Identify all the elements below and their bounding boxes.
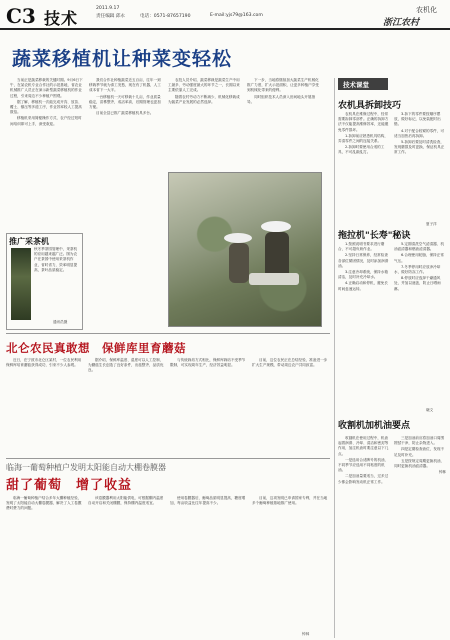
author-signature: 钟林 — [438, 470, 446, 475]
contact-email: E-mail:yjs79@163.com — [210, 13, 263, 18]
main-story-column-2 — [89, 78, 163, 117]
article-title-disassembly: 农机具拆卸技巧 — [338, 101, 402, 111]
classroom-tag-label: 技术课堂 — [343, 81, 369, 89]
paragraph: 目前全县已推广蔬菜移植机具多台。 — [96, 111, 154, 116]
article-column — [394, 242, 446, 293]
paragraph: 三是加油前应将加油口周围擦拭干净，防止杂物进入。 — [394, 436, 445, 446]
section-tag: C3 — [6, 4, 36, 28]
news-photo — [168, 172, 322, 327]
article-title-tractor: 拖拉机"长寿"秘诀 — [338, 231, 411, 241]
paragraph: 1.拆卸前应熟悉机具结构，弄清零件之间的连接关系。 — [338, 133, 388, 144]
editor-credit: 责任编辑 邱永 — [96, 14, 126, 19]
paragraph: 该卷膜器利用太阳能供电，可根据棚内温度自动开启和关闭棚膜，保持棚内温度适宜。 — [88, 496, 164, 506]
contact-phone: 电话：0571-87657190 — [140, 14, 191, 19]
paragraph: 5.定期清洗空气滤清器、机油滤清器和燃油滤清器。 — [394, 242, 444, 252]
story3-column-4 — [252, 496, 330, 507]
paragraph: 我们合作社种植蔬菜近五百亩，往年一到移栽季节就为请工发愁，现在有了机器，人工成本省下一大半。 — [89, 78, 161, 93]
header-rule — [0, 28, 450, 30]
paragraph: 农机具在维修过程中，经常需要拆卸零部件。正确的拆卸方法不仅能提高维修效率，还能避免零件损坏。 — [338, 112, 389, 132]
story2-column-1 — [6, 358, 84, 369]
paragraph: 据介绍，保鲜库温度、湿度可以人工控制，为蘑菇生长创造了良好条件，出菇整齐，品质优良。 — [88, 358, 164, 373]
paragraph: 使用卷膜器后，葡萄品质明显提高，糖度增加，每亩收益比往年提高不少。 — [170, 496, 246, 506]
story3-column-3 — [170, 496, 248, 507]
article-title-harvester: 收割机加机油要点 — [338, 421, 411, 431]
story2-column-4 — [252, 358, 330, 369]
paragraph: 当前正是蔬菜移栽的关键时期。9月6日下午，在某农机专业合作社的示范基地，省农业机械推广人员正在演示新型蔬菜移植机的作业过程，引来周边不少种植户围观。 — [10, 78, 83, 98]
article-column — [338, 112, 390, 157]
paragraph: 近日，在宁波市北仑区某村，一位农民利用保鲜库培育蘑菇获得成功，引来不少人参观。 — [6, 358, 82, 368]
page-header — [0, 0, 450, 30]
author-signature: 晓文 — [426, 408, 434, 412]
photo-credit: 通讯员摄 — [53, 320, 68, 324]
story3-column-1 — [6, 496, 84, 513]
paragraph: 五是按规定周期更换机油，同时更换机油滤清器。 — [394, 458, 445, 469]
paragraph: 6.合理使用轮胎，保持正常气压。 — [394, 253, 444, 263]
recommended-text: 秋冬季茶园管理中，采茶机的应用越来越广泛。图为农户在茶园中使用采茶机作业，省时省力，效率明显提高，茶叶品质稳定。 — [34, 247, 78, 272]
paragraph: 1.按照说明书要求进行磨合，不可超负荷作业。 — [338, 242, 385, 252]
main-story-column-1 — [10, 78, 84, 128]
paragraph: 农技人员介绍，蔬菜移栽是蔬菜生产中用工最多、劳动强度最大的环节之一，长期以来主要依靠人工完成。 — [168, 78, 240, 93]
story2-headline: 北仑农民真敢想 保鲜库里育蘑菇 — [6, 341, 186, 355]
newspaper-brand: 浙江农村 — [383, 18, 420, 28]
article-column — [394, 112, 446, 157]
paragraph: 2.坚持日常保养，经常检查各部位紧固情况，及时添加润滑油。 — [338, 253, 389, 268]
machine-shape — [249, 273, 299, 285]
paragraph: 7.冬季停用时应放净冷却水，做好防冻工作。 — [394, 264, 441, 275]
paragraph: 四是定期检查油位，发现不足及时补充。 — [394, 447, 445, 457]
story3-column-2 — [88, 496, 166, 507]
paragraph: 4.正确启动和停机，避免长时间怠速运转。 — [338, 281, 388, 291]
paragraph: 二是加油量要适当，过多过少都会影响发动机正常工作。 — [338, 474, 389, 484]
story2-column-2 — [88, 358, 166, 375]
story3-kicker: 临海一葡萄种植户发明太阳能自动大棚卷膜器 — [6, 463, 166, 472]
recommended-box — [6, 233, 83, 330]
issue-date: 2011.9.17 — [96, 6, 120, 11]
hat-shape — [261, 221, 291, 232]
topic-label: 农机化 — [416, 6, 437, 14]
paragraph: 一是选用合适牌号的机油，不同季节应选用不同粘度的机油。 — [338, 457, 389, 473]
classroom-tag — [338, 78, 388, 90]
paragraph: 目前，这项发明已申请国家专利，并在当地多个葡萄种植基地推广使用。 — [252, 496, 328, 506]
paragraph: 8.停放时应选择干燥通风处，并加以遮盖，防止日晒雨淋。 — [394, 276, 441, 291]
main-headline: 蔬菜移植机让种菜变轻松 — [12, 48, 233, 70]
paragraph: 收割机在使用过程中，机油起着润滑、冷却、清洁和密封等作用，加注机油时要注意以下几点。 — [338, 436, 389, 456]
paragraph: 3.拆下的零件要按顺序摆放，做好标记，以免装配时出错。 — [394, 112, 441, 127]
paragraph: 移植机采用简便操作方式，农户经过短时间培训即可上手，深受欢迎。 — [10, 116, 82, 126]
story2-column-3 — [170, 358, 248, 369]
paragraph: 临海一葡萄种植户结合多年大棚种植经验，发明了太阳能自动大棚卷膜器，解决了人工卷膜费时费力的问题。 — [6, 496, 82, 511]
recommended-title: 推广采茶机 — [9, 237, 49, 246]
section-divider — [6, 333, 330, 334]
recommended-photo — [11, 248, 31, 320]
paragraph: 据了解，移植机一次能完成开沟、放苗、覆土、镇压等多道工序，作业效率较人工提高数倍。 — [10, 99, 82, 115]
paragraph: 与传统栽培方式相比，保鲜库栽培不受季节限制，可实现周年生产，经济效益明显。 — [170, 358, 246, 368]
paragraph: 随着农村劳动力不断减少，机械化移栽成为蔬菜产业发展的必然选择。 — [168, 94, 240, 104]
paragraph: 同时组织技术人员深入田间地头开展指导。 — [247, 94, 316, 104]
paragraph: 下一步，当地将继续加大蔬菜生产机械化推广力度，扩大示范面积，让更多种植户享受到机械化带来的便利。 — [247, 78, 319, 93]
hat-shape — [224, 233, 252, 243]
section-name: 技术 — [44, 9, 79, 28]
paragraph: 5.拆卸后要及时清洗检查，发现磨损及时更换，保证机具正常工作。 — [394, 140, 445, 155]
story3-headline: 甜了葡萄 增了收益 — [6, 478, 133, 493]
paragraph: 3.注意冷却系统，保持水箱清洁，及时补充冷却水。 — [338, 270, 388, 280]
paragraph: 一台移植机一天可移栽十几亩，作业质量稳定，苗株整齐，成活率高，后期管理也更加方便。 — [89, 94, 161, 110]
person-shape — [229, 243, 249, 283]
article-column — [338, 242, 390, 293]
author-signature: 夏子洋 — [426, 222, 437, 226]
article-column — [338, 436, 390, 486]
main-story-column-4 — [247, 78, 321, 106]
column-divider — [334, 78, 335, 638]
main-story-column-3 — [168, 78, 242, 106]
section-divider — [6, 458, 330, 459]
article-column — [394, 436, 446, 476]
paragraph: 2.拆卸时要使用合适的工具，不可乱敲乱打。 — [338, 145, 385, 155]
paragraph: 目前，这位农民正在总结经验，准备进一步扩大生产规模，带动周边农户共同致富。 — [252, 358, 328, 368]
paragraph: 4.对于配合较紧的零件，可适当加热后再拆卸。 — [394, 128, 444, 138]
author-signature: 钟林 — [302, 632, 310, 636]
